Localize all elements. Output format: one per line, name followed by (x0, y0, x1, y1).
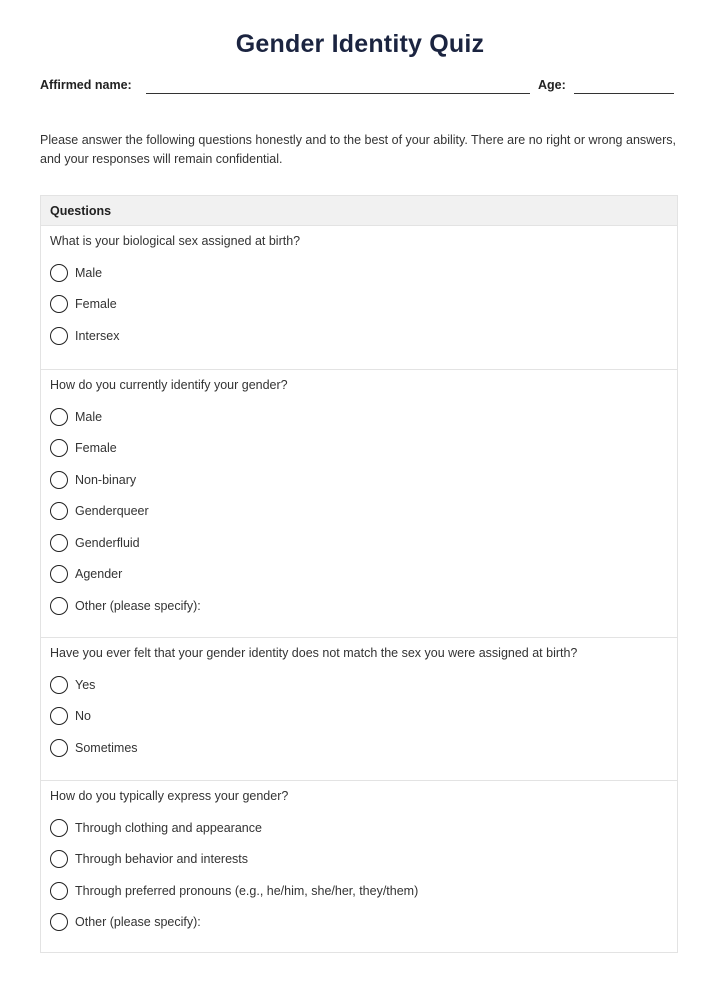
option-other[interactable] (50, 590, 677, 622)
option-clothing[interactable] (50, 812, 677, 844)
age-field[interactable] (574, 93, 674, 94)
option-genderqueer[interactable] (50, 496, 677, 528)
radio-button[interactable] (50, 882, 68, 900)
option-agender[interactable] (50, 559, 677, 591)
option-no[interactable] (50, 701, 677, 733)
option-genderfluid[interactable] (50, 527, 677, 559)
question-text: How do you typically express your gender? (50, 789, 289, 803)
option-label: Genderqueer (75, 504, 149, 519)
intro-text: Please answer the following questions honestly and to the best of your ability. There are no right or wrong answers, and your responses will remain confidential. (40, 133, 677, 166)
radio-button[interactable] (50, 471, 68, 489)
option-non-binary[interactable] (50, 464, 677, 496)
questions-header: Questions (41, 196, 677, 226)
option-male[interactable] (50, 401, 677, 433)
question-text: How do you currently identify your gender? (50, 378, 288, 392)
option-yes[interactable] (50, 669, 677, 701)
option-label: No (75, 709, 91, 724)
radio-button[interactable] (50, 439, 68, 457)
option-male[interactable] (50, 257, 677, 289)
radio-button[interactable] (50, 327, 68, 345)
radio-button[interactable] (50, 295, 68, 313)
radio-button[interactable] (50, 534, 68, 552)
radio-button[interactable] (50, 850, 68, 868)
radio-button[interactable] (50, 739, 68, 757)
option-female[interactable] (50, 289, 677, 321)
option-label: Genderfluid (75, 535, 140, 550)
option-other[interactable] (50, 907, 677, 939)
affirmed-name-label: Affirmed name: (40, 78, 132, 92)
option-label: Male (75, 265, 103, 280)
page-title: Gender Identity Quiz (235, 30, 485, 58)
radio-button[interactable] (50, 264, 68, 282)
option-label: Through behavior and interests (75, 852, 249, 867)
question-text: What is your biological sex assigned at birth? (50, 234, 301, 248)
question-text: Have you ever felt that your gender identity does not match the sex you were assigned at birth? (50, 646, 578, 660)
option-label: Female (75, 441, 117, 456)
question-block-2 (41, 370, 677, 638)
radio-button[interactable] (50, 502, 68, 520)
question-block-4 (41, 781, 677, 952)
option-label: Through preferred pronouns (e.g., he/him, she/her, they/them) (75, 883, 419, 898)
option-label: Intersex (75, 328, 120, 343)
option-label: Male (75, 409, 103, 424)
option-behavior[interactable] (50, 844, 677, 876)
option-label: Non-binary (75, 472, 137, 487)
option-label: Female (75, 297, 117, 312)
radio-button[interactable] (50, 913, 68, 931)
option-intersex[interactable] (50, 320, 677, 352)
option-sometimes[interactable] (50, 732, 677, 764)
option-pronouns[interactable] (50, 875, 677, 907)
radio-button[interactable] (50, 819, 68, 837)
radio-button[interactable] (50, 597, 68, 615)
option-label: Sometimes (75, 740, 138, 755)
questions-table (40, 195, 678, 953)
option-label: Other (please specify): (75, 915, 201, 930)
radio-button[interactable] (50, 565, 68, 583)
header-fields (40, 78, 676, 96)
affirmed-name-field[interactable] (146, 93, 530, 94)
question-block-3 (41, 638, 677, 781)
option-label: Other (please specify): (75, 598, 201, 613)
option-label: Agender (75, 567, 123, 582)
age-label: Age: (538, 78, 566, 92)
option-label: Through clothing and appearance (75, 820, 262, 835)
option-label: Yes (75, 677, 96, 692)
option-female[interactable] (50, 433, 677, 465)
radio-button[interactable] (50, 408, 68, 426)
question-block-1 (41, 226, 677, 370)
radio-button[interactable] (50, 707, 68, 725)
radio-button[interactable] (50, 676, 68, 694)
